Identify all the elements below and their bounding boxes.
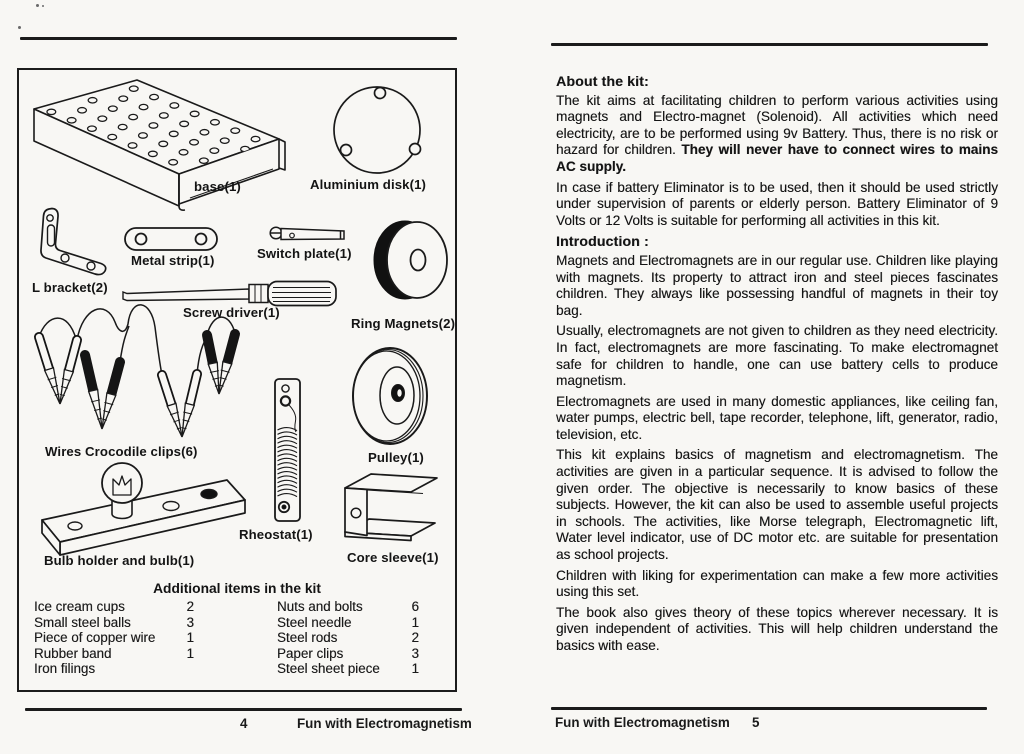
ring-magnets-illustration xyxy=(374,221,447,299)
label-metal-strip: Metal strip(1) xyxy=(131,253,215,268)
additional-items-right-column xyxy=(277,599,419,677)
intro-paragraph: Magnets and Electromagnets are in our regular use. Children like playing with magnets. Its property to attract iron and steel pieces fascinates children. They always like possessing handful of magnets in their toy bag. xyxy=(556,252,998,318)
core-sleeve-illustration xyxy=(345,474,437,541)
item-name: Steel sheet piece xyxy=(277,661,380,677)
kit-diagram-frame xyxy=(17,68,457,692)
metal-strip-illustration xyxy=(125,228,217,250)
table-row xyxy=(34,646,194,662)
label-base: base(1) xyxy=(194,179,241,194)
table-row xyxy=(277,646,419,662)
label-ring-magnets: Ring Magnets(2) xyxy=(351,316,456,331)
pulley-illustration xyxy=(353,348,427,444)
base-illustration xyxy=(34,80,285,210)
table-row xyxy=(34,615,194,631)
label-crocodile-clips: Wires Crocodile clips(6) xyxy=(45,444,198,459)
page-number-left: 4 xyxy=(240,716,248,731)
about-paragraph-1 xyxy=(556,93,998,176)
item-qty: 6 xyxy=(411,599,419,614)
item-qty: 1 xyxy=(411,614,419,630)
item-name: Nuts and bolts xyxy=(277,599,363,614)
label-pulley: Pulley(1) xyxy=(368,450,424,465)
book-title-right: Fun with Electromagnetism xyxy=(555,715,730,730)
kit-illustrations xyxy=(19,70,455,690)
crocodile-clips-illustration xyxy=(39,334,235,437)
item-qty: 3 xyxy=(186,614,194,630)
about-p1-normal: The kit aims at facilitating children to perform various activities using magnets and Electro-magnet (Solenoid). All activities which need electricity, are to be performed using 9v Battery. Thus, there is no risk or hazard for children. xyxy=(556,92,998,158)
book-title-left: Fun with Electromagnetism xyxy=(297,716,472,731)
item-name: Paper clips xyxy=(277,645,344,661)
item-qty: 1 xyxy=(411,661,419,677)
l-bracket-illustration xyxy=(41,209,106,275)
item-qty: 1 xyxy=(186,645,194,661)
about-heading: About the kit: xyxy=(556,74,649,90)
item-qty: 1 xyxy=(186,630,194,646)
table-row xyxy=(277,661,419,677)
table-row xyxy=(277,615,419,631)
label-screw-driver: Screw driver(1) xyxy=(183,305,280,320)
about-paragraph-2: In case if battery Eliminator is to be used, then it should be used strictly under supervision of parents or elderly person. Battery Eliminator of 9 Volts or 12 Volts is suitable for performing all activities in this kit. xyxy=(556,179,998,228)
table-row xyxy=(34,599,194,615)
item-qty: 2 xyxy=(186,599,194,614)
intro-paragraph: Electromagnets are used in many domestic appliances, like ceiling fan, water pumps, electric bell, tape recorder, telephone, lift, generator, radio, television, etc. xyxy=(556,393,998,442)
footer-rule-left xyxy=(25,708,462,711)
table-row xyxy=(277,630,419,646)
additional-items-left-column xyxy=(34,599,194,677)
about-p1-bold: They will never have to connect wires to mains AC supply. xyxy=(556,142,999,174)
item-qty: 2 xyxy=(411,630,419,646)
item-name: Rubber band xyxy=(34,645,112,661)
label-aluminium-disk: Aluminium disk(1) xyxy=(310,177,427,192)
label-bulb-holder: Bulb holder and bulb(1) xyxy=(44,553,195,568)
additional-items-title: Additional items in the kit xyxy=(153,581,321,596)
screwdriver-illustration xyxy=(123,282,336,306)
bulb-holder-illustration xyxy=(42,463,245,555)
table-row xyxy=(34,661,194,677)
label-switch-plate: Switch plate(1) xyxy=(257,246,352,261)
switch-plate-illustration xyxy=(270,227,344,239)
intro-paragraph: The book also gives theory of these topics wherever necessary. It is given independent of activities. This will help children understand the basics with ease. xyxy=(556,604,998,653)
item-name: Piece of copper wire xyxy=(34,630,156,646)
table-row xyxy=(277,599,419,615)
item-name: Steel needle xyxy=(277,614,352,630)
top-rule-left xyxy=(20,37,457,40)
label-rheostat: Rheostat(1) xyxy=(239,527,313,542)
item-name: Ice cream cups xyxy=(34,599,125,614)
footer-rule-right xyxy=(551,707,987,710)
label-l-bracket: L bracket(2) xyxy=(32,280,108,295)
introduction-heading: Introduction : xyxy=(556,234,649,251)
aluminium-disk-illustration xyxy=(334,87,421,173)
table-row xyxy=(34,630,194,646)
item-name: Iron filings xyxy=(34,661,96,677)
item-qty: 3 xyxy=(411,645,419,661)
right-page-text xyxy=(556,74,998,659)
rheostat-illustration xyxy=(275,379,300,521)
item-name: Steel rods xyxy=(277,630,338,646)
page-number-right: 5 xyxy=(752,715,760,730)
intro-paragraph: This kit explains basics of magnetism and electromagnetism. The activities are given in a particular sequence. It is advised to follow the given order. The objective is necessarily to know basics of these subjects. However, the kit can also be used to assemble useful projects in schools. The activities, like Morse telegraph, Electromagnetic lift, Water level indicator, use of DC motor etc. are suitable for presentation as school projects. xyxy=(556,447,998,563)
label-core-sleeve: Core sleeve(1) xyxy=(347,550,439,565)
top-rule-right xyxy=(551,43,988,46)
intro-paragraph: Usually, electromagnets are not given to children as they need electricity. In fact, electromagnets are more fascinating. To make electromagnet safe for children to handle, one can use battery cells to produce magnetism. xyxy=(556,323,998,389)
item-name: Small steel balls xyxy=(34,614,131,630)
intro-paragraph: Children with liking for experimentation can make a few more activities using this set. xyxy=(556,567,998,600)
